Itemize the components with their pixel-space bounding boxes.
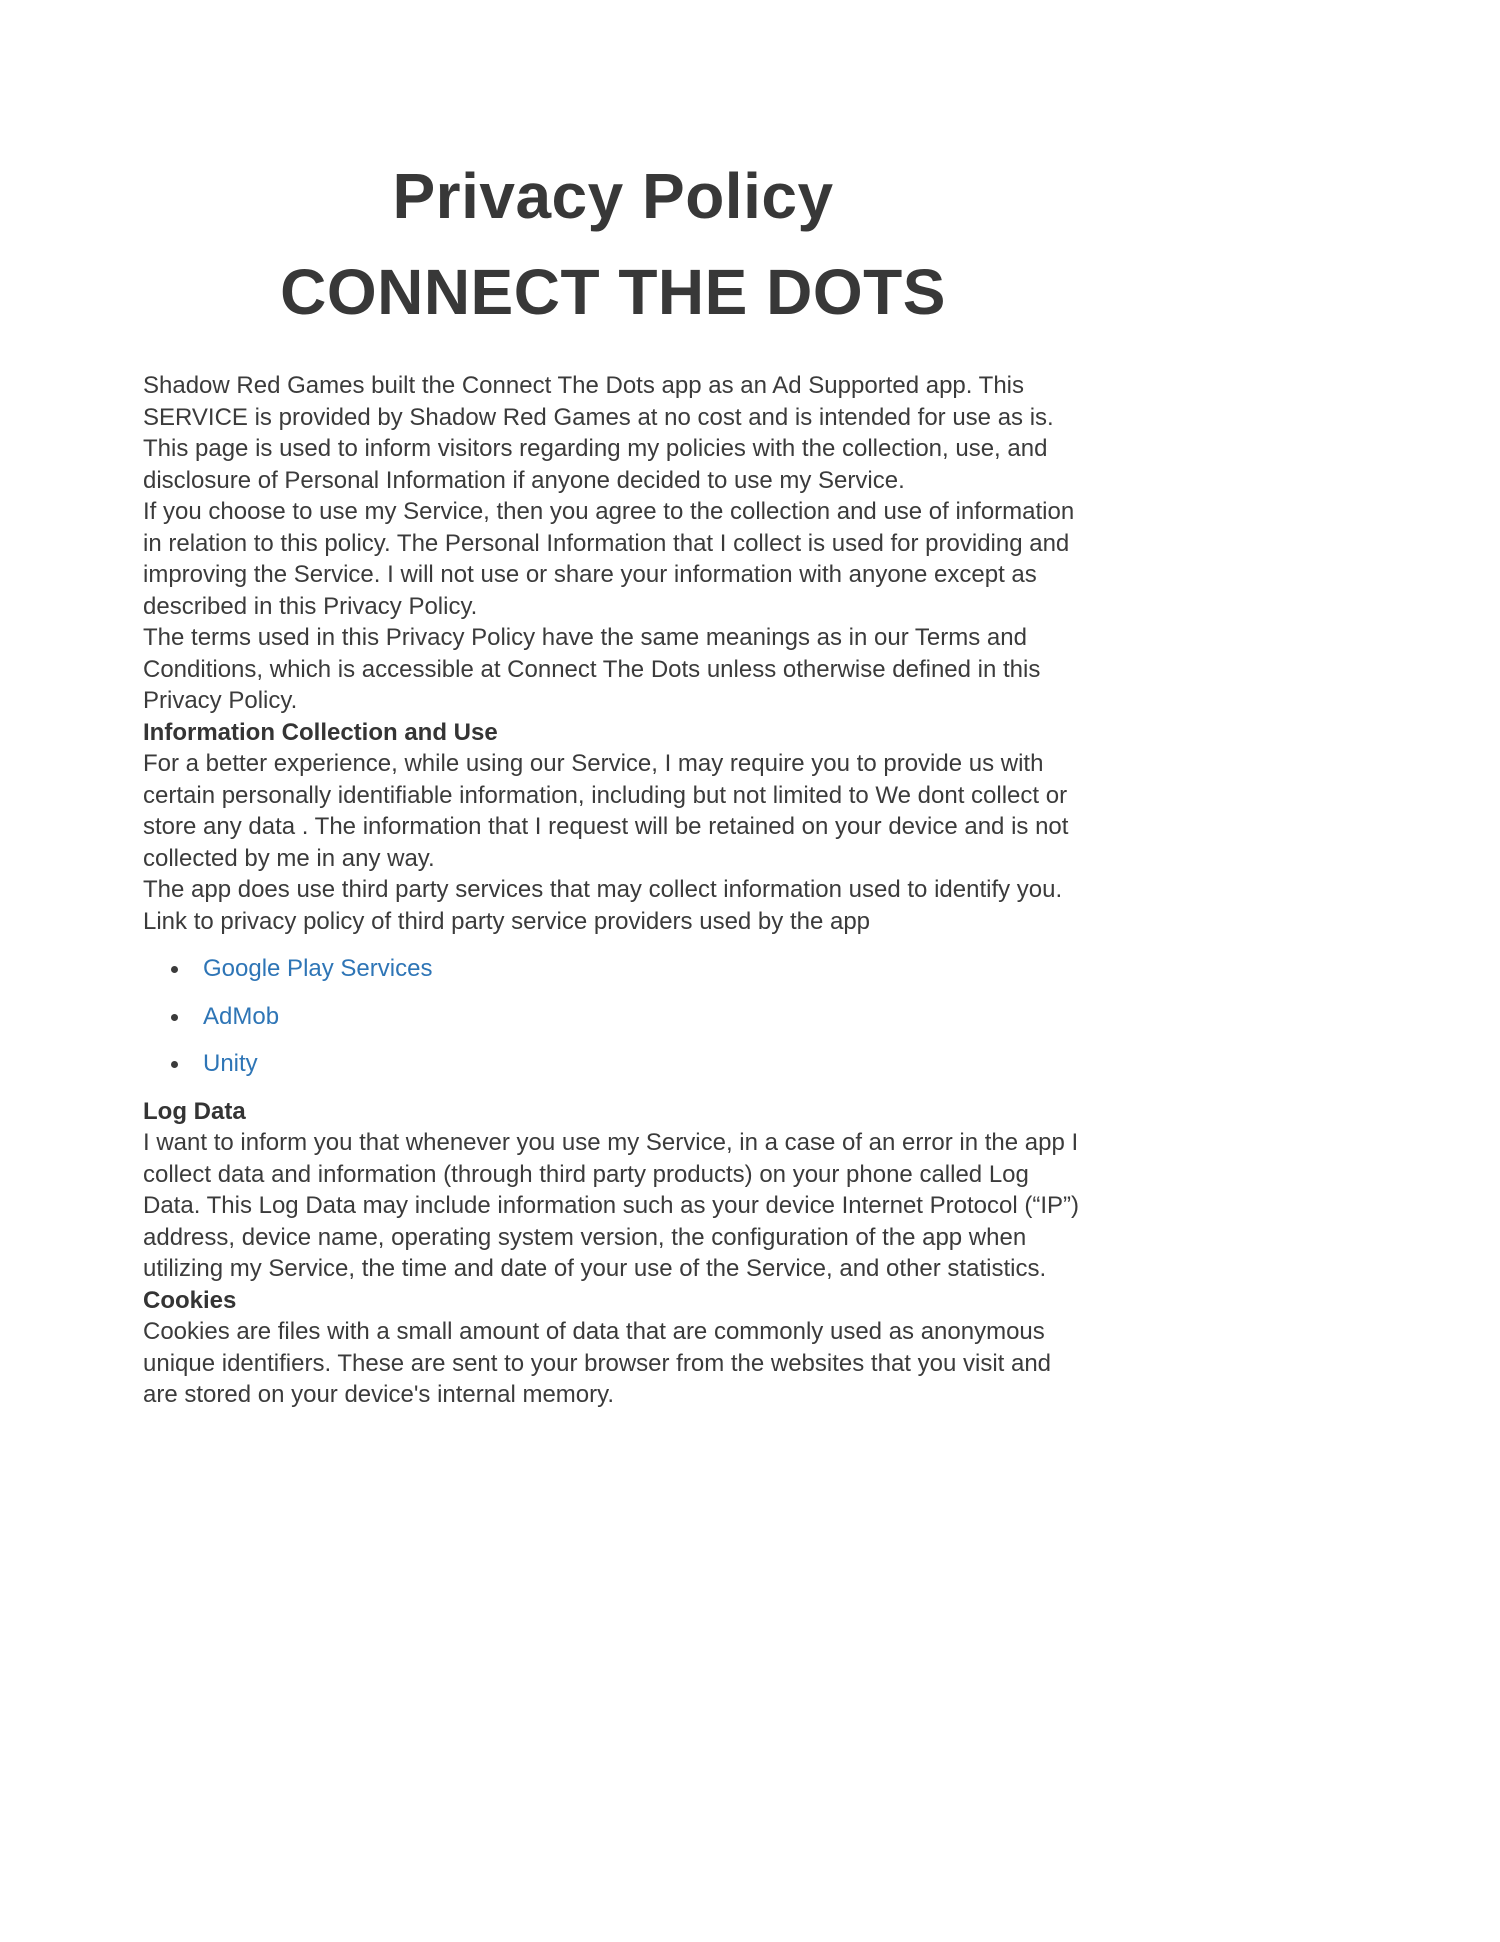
intro-paragraph-1: Shadow Red Games built the Connect The Dots app as an Ad Supported app. This SERVICE is provided by Shadow Red Games at no cost and is intended for use as is.: [143, 372, 1054, 431]
intro-paragraph-3: If you choose to use my Service, then you agree to the collection and use of information in relation to this policy. The Personal Information that I collect is used for providing and improving the Service. I will not use or share your information with anyone except as described in this Privacy Policy.: [143, 498, 1075, 620]
bullet-icon: [171, 966, 178, 973]
bullet-icon: [171, 1014, 178, 1021]
privacy-policy-document: [143, 0, 1083, 1611]
bullet-icon: [171, 1061, 178, 1068]
admob-link[interactable]: AdMob: [203, 1002, 280, 1030]
google-play-services-link[interactable]: Google Play Services: [203, 955, 433, 982]
heading-log-data: Log Data: [143, 1097, 246, 1125]
heading-cookies: Cookies: [143, 1286, 237, 1314]
info-paragraph-3: Link to privacy policy of third party service providers used by the app: [143, 907, 871, 935]
list-item-google-play-services: [203, 953, 1083, 985]
list-item-unity: [203, 1048, 1083, 1080]
unity-link[interactable]: Unity: [203, 1050, 258, 1077]
document-title: [143, 148, 1083, 340]
heading-information-collection-and-use: Information Collection and Use: [143, 718, 498, 746]
third-party-providers-list: [143, 953, 1083, 1080]
info-paragraph-1: For a better experience, while using our Service, I may require you to provide us with certain personally identifiable information, including but not limited to We dont collect or store any data . The information that I request will be retained on your device and is not collected by me in any way.: [143, 750, 1069, 872]
intro-paragraph-2: This page is used to inform visitors regarding my policies with the collection, use, and disclosure of Personal Information if anyone decided to use my Service.: [143, 435, 1048, 494]
title-line-app-name: CONNECT THE DOTS: [280, 256, 946, 328]
document-body: [143, 370, 1083, 1411]
cookies-paragraph: Cookies are files with a small amount of data that are commonly used as anonymous unique identifiers. These are sent to your browser from the websites that you visit and are stored on your device's internal memory.: [143, 1318, 1052, 1408]
intro-paragraph-4: The terms used in this Privacy Policy have the same meanings as in our Terms and Conditions, which is accessible at Connect The Dots unless otherwise defined in this Privacy Policy.: [143, 624, 1041, 714]
list-item-admob: [203, 1001, 1083, 1033]
log-data-paragraph: I want to inform you that whenever you use my Service, in a case of an error in the app I collect data and information (through third party products) on your phone called Log Data. This Log Data may include information such as your device Internet Protocol (“IP”) address, device name, operating system version, the configuration of the app when utilizing my Service, the time and date of your use of the Service, and other statistics.: [143, 1129, 1079, 1282]
info-paragraph-2: The app does use third party services that may collect information used to identify you.: [143, 876, 1063, 903]
title-line-app-policy: Privacy Policy: [392, 160, 834, 232]
